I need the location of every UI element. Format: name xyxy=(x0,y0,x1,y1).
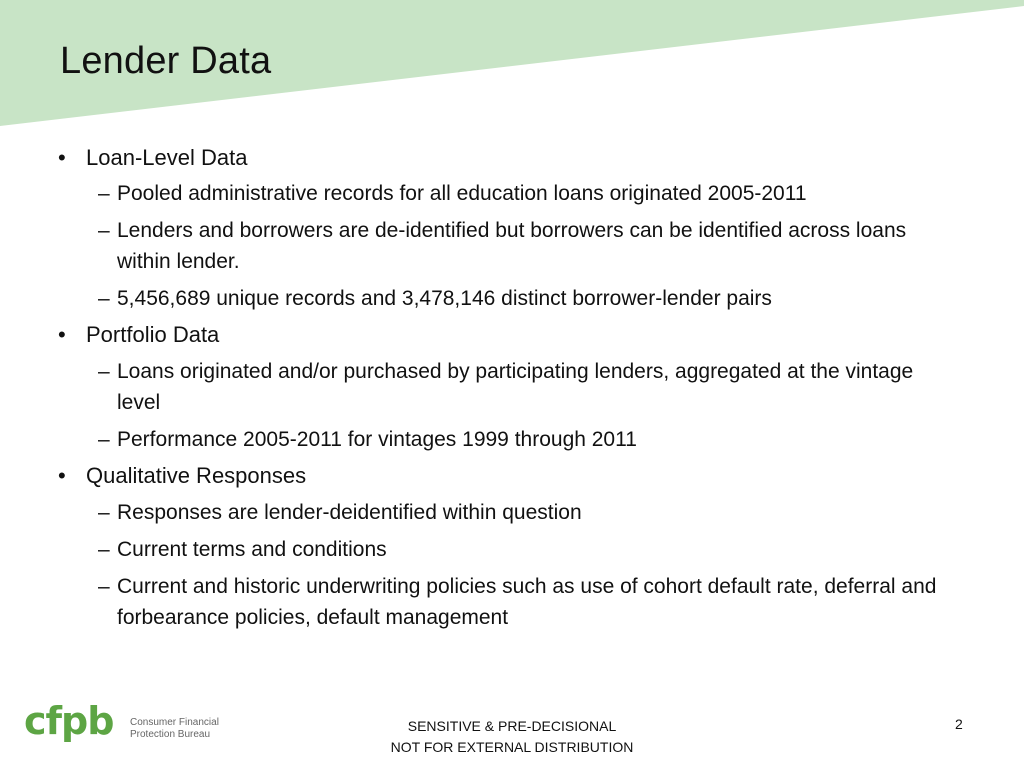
sub-bullet-text: Current and historic underwriting policies such as use of cohort default rate, deferral and forbearance policies, default management xyxy=(117,575,937,629)
sub-bullet-mark: – xyxy=(98,219,110,242)
sub-bullet-text: 5,456,689 unique records and 3,478,146 distinct borrower-lender pairs xyxy=(117,287,772,310)
slide-title: Lender Data xyxy=(60,40,272,82)
logo-subtitle xyxy=(130,717,219,741)
sub-bullet-text: Performance 2005-2011 for vintages 1999 through 2011 xyxy=(117,428,637,451)
confidentiality-footer xyxy=(352,716,672,758)
sub-bullet xyxy=(98,283,958,314)
sub-bullet-mark: – xyxy=(98,538,110,561)
sub-bullet xyxy=(98,534,958,565)
logo-wordmark: cfpb xyxy=(24,700,114,743)
bullet-text: Loan-Level Data xyxy=(86,145,248,170)
sub-bullet-mark: – xyxy=(98,360,110,383)
sub-bullet-mark: – xyxy=(98,575,110,598)
sub-bullet-mark: – xyxy=(98,182,110,205)
bullet-text: Qualitative Responses xyxy=(86,463,307,488)
sub-bullet xyxy=(98,178,958,209)
sub-bullet-text: Pooled administrative records for all education loans originated 2005-2011 xyxy=(117,182,807,205)
sub-bullet-mark: – xyxy=(98,501,110,524)
bullet-loan-level-data xyxy=(58,142,247,174)
sub-bullet xyxy=(98,356,958,418)
sub-bullet-mark: – xyxy=(98,428,110,451)
bullet-portfolio-data xyxy=(58,319,219,351)
sub-bullet-text: Loans originated and/or purchased by participating lenders, aggregated at the vintage level xyxy=(117,360,914,414)
logo-sub-line1: Consumer Financial xyxy=(130,717,219,728)
sub-bullet-text: Lenders and borrowers are de-identified but borrowers can be identified across loans within lender. xyxy=(117,219,907,273)
sub-bullet-text: Current terms and conditions xyxy=(117,538,387,561)
bullet-text: Portfolio Data xyxy=(86,322,220,347)
sub-bullet xyxy=(98,571,958,633)
sub-bullet-mark: – xyxy=(98,287,110,310)
logo-sub-line2: Protection Bureau xyxy=(130,729,211,740)
bullet-qualitative-responses xyxy=(58,460,306,492)
footer-line1: SENSITIVE & PRE-DECISIONAL xyxy=(407,718,617,734)
sub-bullet xyxy=(98,497,958,528)
footer-line2: NOT FOR EXTERNAL DISTRIBUTION xyxy=(390,739,634,755)
page-number: 2 xyxy=(955,716,963,732)
sub-bullet xyxy=(98,215,958,277)
bullet-mark: • xyxy=(58,463,66,488)
bullet-mark: • xyxy=(58,145,66,170)
bullet-mark: • xyxy=(58,322,66,347)
sub-bullet xyxy=(98,424,958,455)
sub-bullet-text: Responses are lender-deidentified within question xyxy=(117,501,582,524)
